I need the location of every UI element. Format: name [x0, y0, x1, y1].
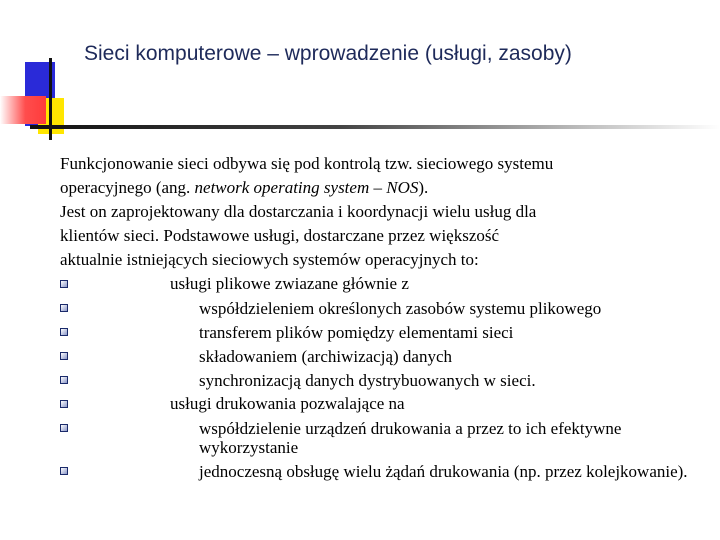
bullet-item [60, 368, 710, 392]
bullet-item [60, 272, 710, 296]
bullet-text: synchronizacją danych dystrybuowanych w sieci. [199, 371, 536, 390]
slide-content [60, 152, 710, 483]
intro-term-italic: network operating system – NOS [194, 178, 419, 197]
bullet-item [60, 296, 710, 320]
slide-title: Sieci komputerowe – wprowadzenie (usługi, zasoby) [84, 42, 572, 65]
square-bullet-icon [60, 424, 68, 432]
square-bullet-icon [60, 400, 68, 408]
square-bullet-icon [60, 328, 68, 336]
square-bullet-icon [60, 376, 68, 384]
square-bullet-icon [60, 304, 68, 312]
bullet-text: transferem plików pomiędzy elementami sieci [199, 323, 514, 342]
bullet-text: jednoczesną obsługę wielu żądań drukowania (np. przez kolejkowanie). [199, 462, 688, 481]
bullet-text: współdzieleniem określonych zasobów systemu plikowego [199, 299, 602, 318]
intro-line: aktualnie istniejących sieciowych systemów operacyjnych to: [60, 250, 479, 269]
intro-text: operacyjnego (ang. [60, 178, 195, 197]
title-underline-rule [30, 125, 720, 129]
bullet-item [60, 392, 710, 416]
intro-line: klientów sieci. Podstawowe usługi, dostarczane przez większość [60, 226, 500, 245]
bullet-text: składowaniem (archiwizacją) danych [199, 347, 452, 366]
intro-line: Funkcjonowanie sieci odbywa się pod kontrolą tzw. sieciowego systemu [60, 154, 554, 173]
intro-text: ). [418, 178, 429, 197]
bullet-text: usługi drukowania pozwalające na [170, 394, 405, 413]
intro-line [60, 176, 710, 200]
bullet-item [60, 344, 710, 368]
bullet-item [60, 459, 710, 483]
square-bullet-icon [60, 280, 68, 288]
square-bullet-icon [60, 352, 68, 360]
decor-red-block [0, 96, 46, 124]
intro-line: Jest on zaprojektowany dla dostarczania i koordynacji wielu usług dla [60, 202, 537, 221]
square-bullet-icon [60, 467, 68, 475]
bullet-item [60, 320, 710, 344]
bullet-text: usługi plikowe zwiazane głównie z [170, 274, 409, 293]
bullet-item [60, 416, 710, 459]
bullet-text: współdzielenie urządzeń drukowania a przez to ich efektywne wykorzystanie [199, 419, 622, 457]
